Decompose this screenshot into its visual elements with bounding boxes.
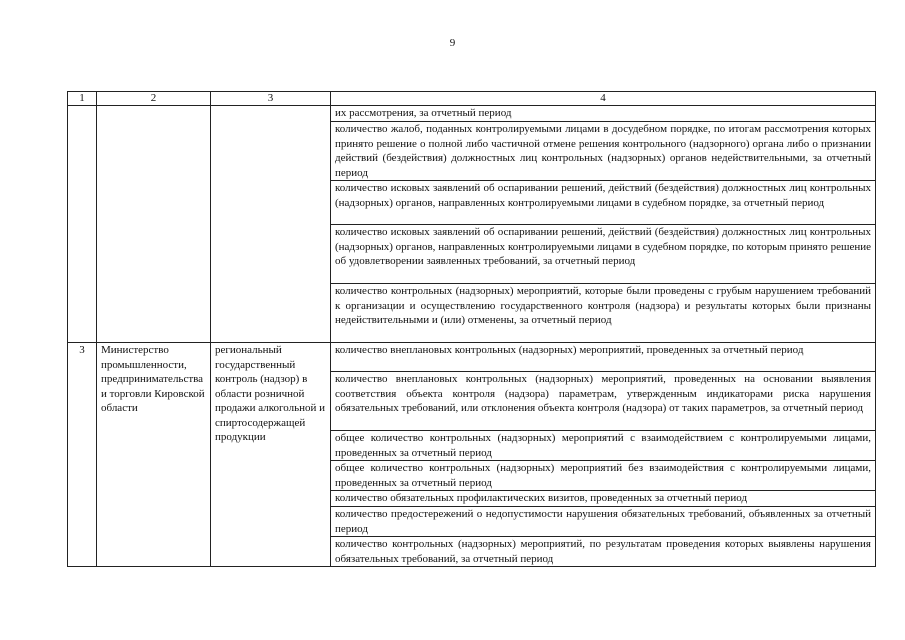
indicator-cell: количество предостережений о недопустимости нарушения обязательных требований, объявленных за отчетный период (331, 507, 876, 537)
indicator-cell: количество исковых заявлений об оспаривании решений, действий (бездействия) должностных лиц контрольных (надзорных) органов, направленных контролируемыми лицами в судебном порядке, по которым принято решение об удовлетворении заявленных требований, за отчетный период (331, 225, 876, 284)
table-header-row (68, 92, 876, 106)
indicator-cell: общее количество контрольных (надзорных) мероприятий с взаимодействием с контролируемыми лицами, проведенных за отчетный период (331, 431, 876, 461)
page-number: 9 (449, 37, 456, 49)
indicators-table (67, 91, 876, 567)
indicator-cell: количество обязательных профилактических визитов, проведенных за отчетный период (331, 491, 876, 507)
table-row (68, 343, 876, 372)
group1-area-cell (211, 106, 331, 343)
group1-org-cell (97, 106, 211, 343)
header-col-3: 3 (211, 92, 331, 106)
indicator-cell: количество контрольных (надзорных) мероприятий, которые были проведены с грубым нарушением требований к организации и осуществлению государственного контроля (надзора) и результаты которых были признаны недействительными и (или) отменены, за отчетный период (331, 284, 876, 343)
header-col-1: 1 (68, 92, 97, 106)
indicator-cell: количество внеплановых контрольных (надзорных) мероприятий, проведенных на основании выявления соответствия объекта контроля (надзора) параметрам, утвержденным индикаторами риска нарушения обязательных требований, или отклонения объекта контроля (надзора) от таких параметров, за отчетный период (331, 372, 876, 431)
group1-number-cell (68, 106, 97, 343)
indicator-cell: общее количество контрольных (надзорных) мероприятий без взаимодействия с контролируемыми лицами, проведенных за отчетный период (331, 461, 876, 491)
group2-area-cell: региональный государственный контроль (надзор) в области розничной продажи алкогольной и спиртосодержащей продукции (211, 343, 331, 567)
group2-org-cell: Министерство промышленности, предпринимательства и торговли Кировской области (97, 343, 211, 567)
indicator-cell: количество жалоб, поданных контролируемыми лицами в досудебном порядке, по итогам рассмотрения которых принято решение о полной либо частичной отмене решения контрольного (надзорного) органа либо о признании действий (бездействия) должностных лиц контрольных (надзорных) органов недействительными, за отчетный период (331, 122, 876, 181)
indicator-cell: количество исковых заявлений об оспаривании решений, действий (бездействия) должностных лиц контрольных (надзорных) органов, направленных контролируемыми лицами в судебном порядке, за отчетный период (331, 181, 876, 225)
table-row (68, 106, 876, 122)
indicator-cell: количество контрольных (надзорных) мероприятий, по результатам проведения которых выявлены нарушения обязательных требований, за отчетный период (331, 537, 876, 567)
indicator-cell: их рассмотрения, за отчетный период (331, 106, 876, 122)
header-col-4: 4 (331, 92, 876, 106)
group2-number-cell: 3 (68, 343, 97, 567)
header-col-2: 2 (97, 92, 211, 106)
indicator-cell: количество внеплановых контрольных (надзорных) мероприятий, проведенных за отчетный период (331, 343, 876, 372)
